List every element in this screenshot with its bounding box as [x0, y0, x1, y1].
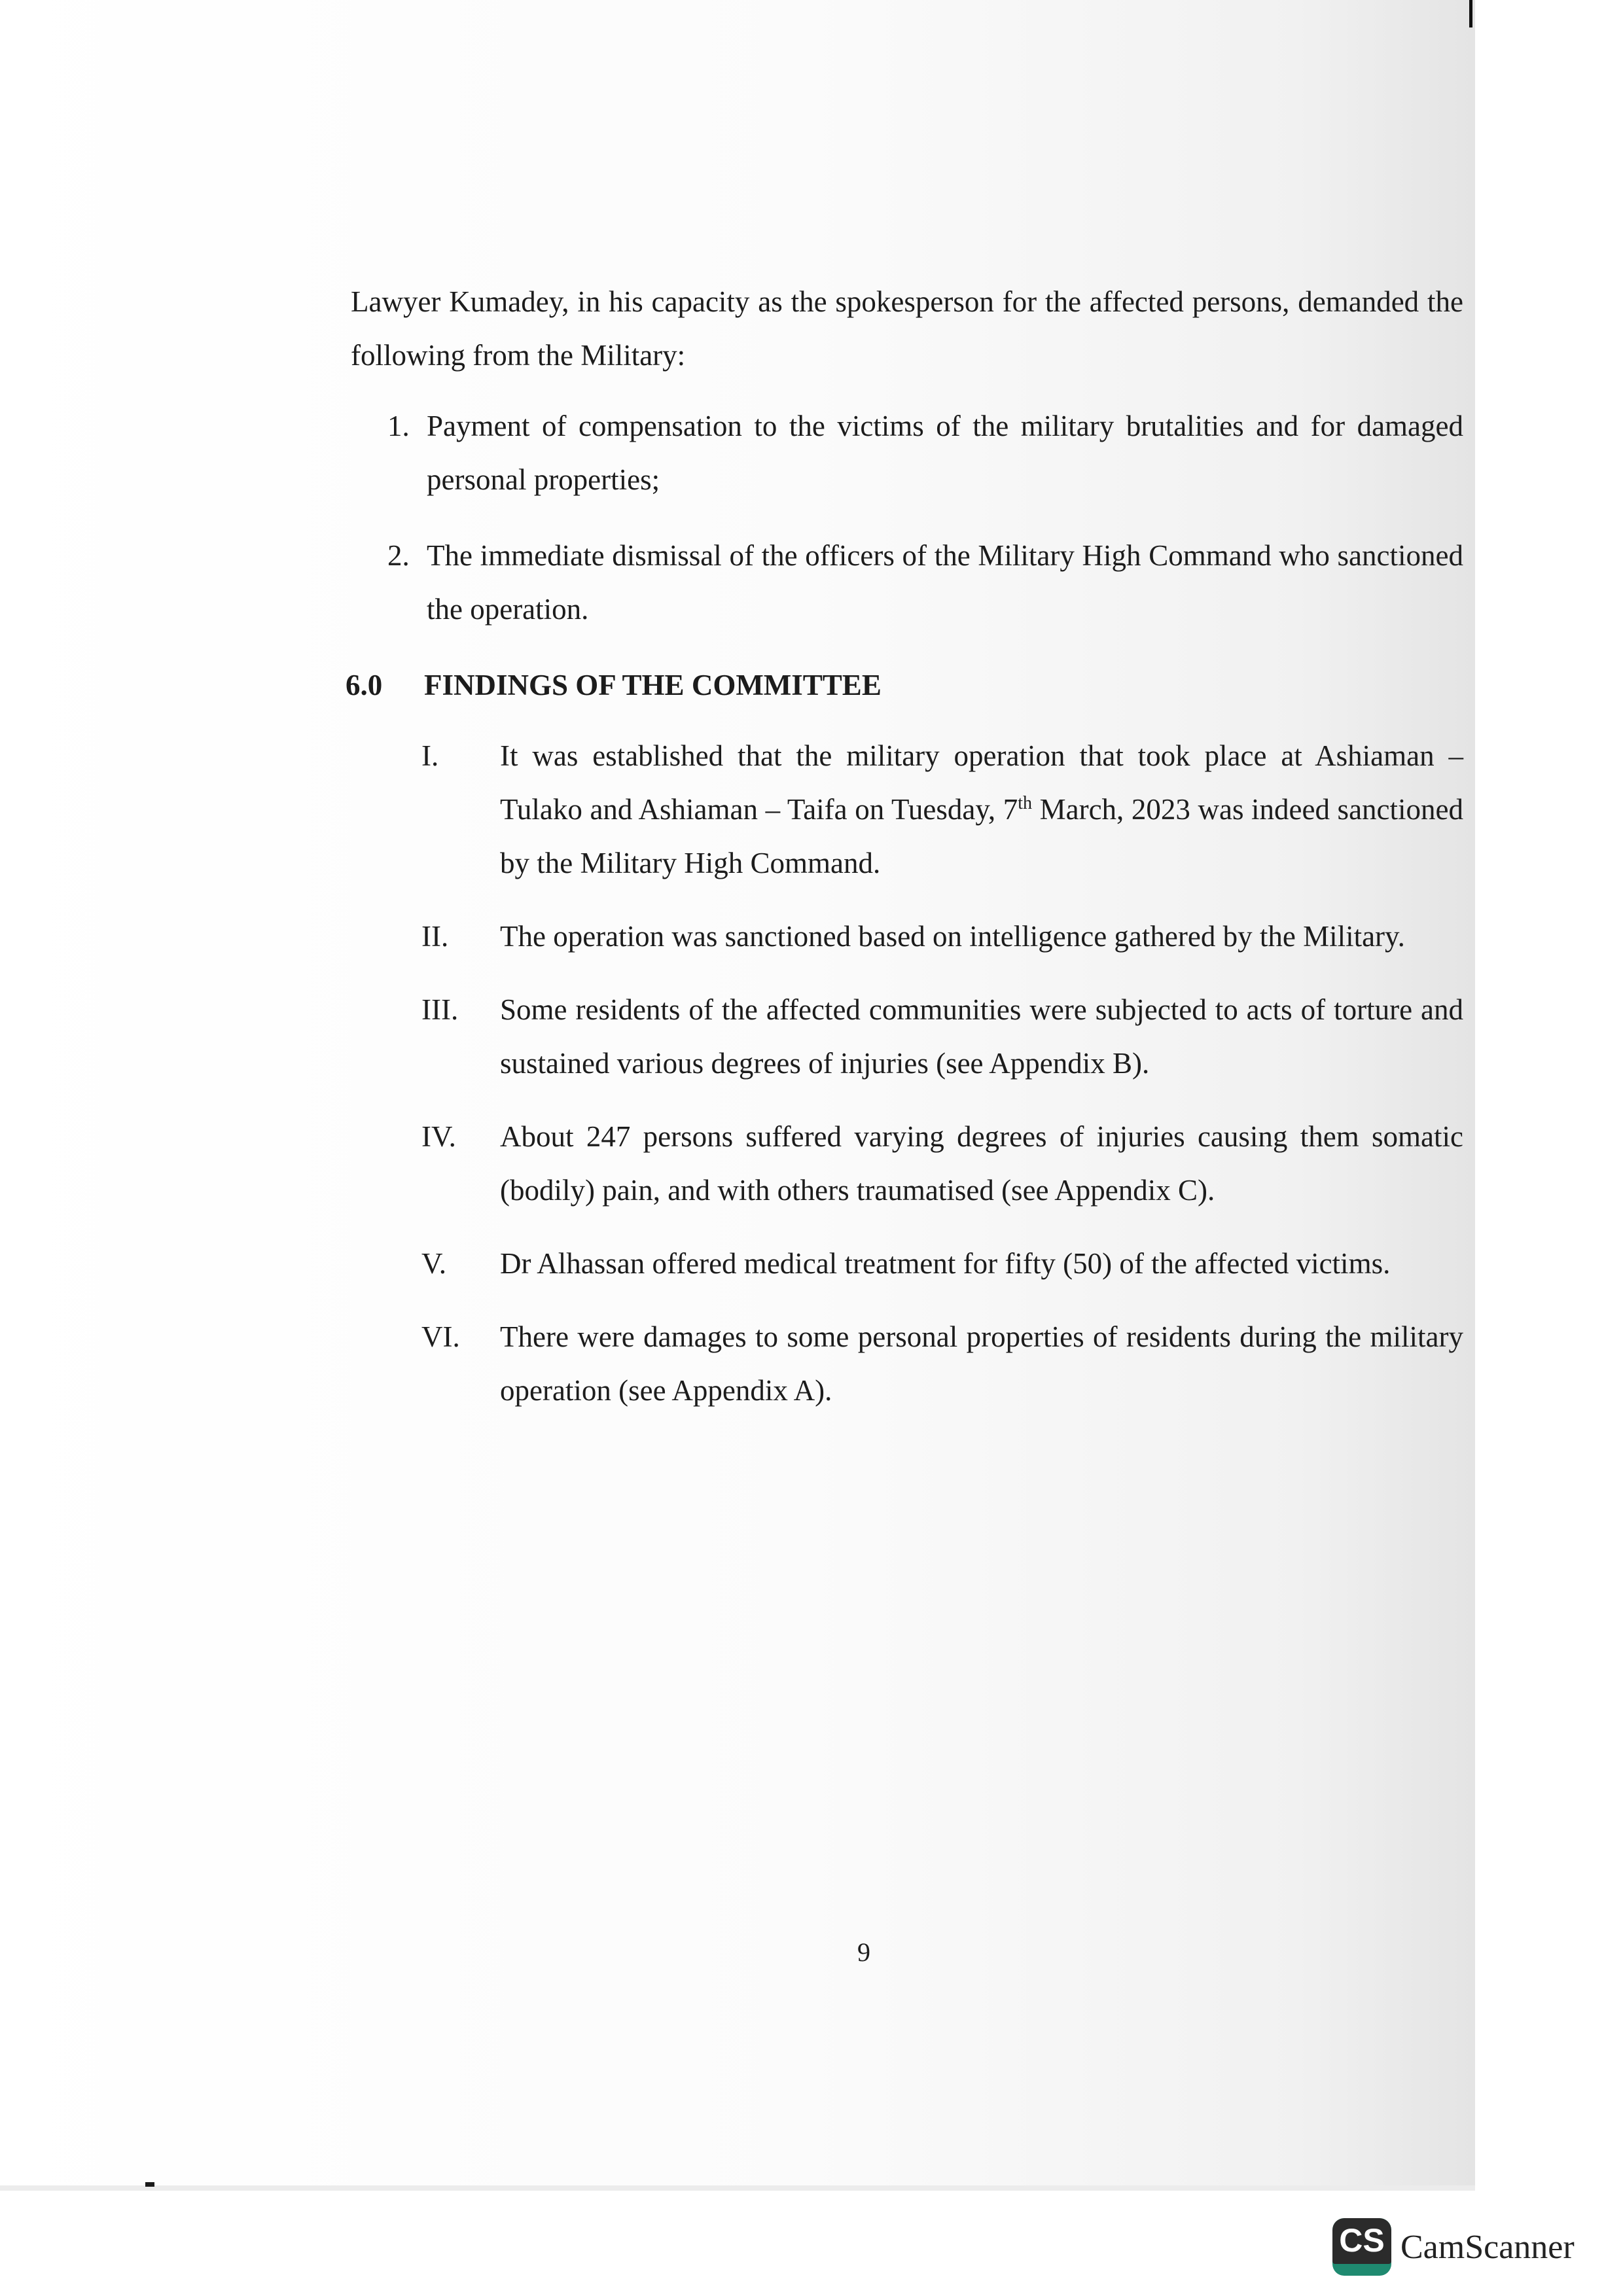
finding-item: [351, 983, 1463, 1090]
scan-background: [1475, 0, 1623, 2185]
finding-text-part: It was established that the military operation that took place at Ashiaman – Tulako and Ashiaman – Taifa on Tuesday, 7: [500, 739, 1463, 826]
finding-item: [351, 1110, 1463, 1217]
camscanner-logo-text: CS: [1339, 2222, 1385, 2259]
camscanner-watermark: [1332, 2218, 1575, 2276]
finding-text: [500, 729, 1463, 890]
finding-item: [351, 1310, 1463, 1417]
section-number: 6.0: [346, 669, 383, 701]
finding-number: V.: [421, 1247, 446, 1280]
finding-number: II.: [421, 920, 449, 953]
finding-number: I.: [421, 739, 439, 772]
demand-number: 1.: [387, 410, 410, 442]
ordinal-suffix: th: [1018, 793, 1033, 813]
finding-number: III.: [421, 993, 459, 1026]
finding-number: IV.: [421, 1120, 456, 1153]
demand-number: 2.: [387, 539, 410, 572]
findings-list: [351, 729, 1463, 1417]
intro-paragraph: Lawyer Kumadey, in his capacity as the spokesperson for the affected persons, demanded the following from the Military:: [351, 285, 1463, 372]
section-heading: [346, 658, 1463, 712]
demands-list: [351, 399, 1463, 636]
page-bottom-edge: [0, 2185, 1475, 2191]
demand-text: The immediate dismissal of the officers of the Military High Command who sanctioned the operation.: [427, 539, 1463, 626]
finding-item: [351, 729, 1463, 890]
demand-text: Payment of compensation to the victims of the military brutalities and for damaged personal properties;: [427, 410, 1463, 496]
finding-text: The operation was sanctioned based on intelligence gathered by the Military.: [500, 920, 1405, 953]
camscanner-logo-icon: [1332, 2218, 1391, 2276]
finding-item: [351, 910, 1463, 963]
camscanner-name: CamScanner: [1400, 2228, 1575, 2266]
finding-text: Dr Alhassan offered medical treatment for fifty (50) of the affected victims.: [500, 1247, 1391, 1280]
finding-text-part: March, 2023 was indeed sanctioned by the Military High Command.: [500, 793, 1463, 879]
section-title: FINDINGS OF THE COMMITTEE: [424, 669, 882, 701]
page-number: 9: [857, 1937, 870, 1967]
demand-item: [351, 399, 1463, 506]
document-body: [346, 275, 1463, 1437]
scan-artifact-mark: [145, 2182, 154, 2187]
finding-item: [351, 1237, 1463, 1290]
finding-text: Some residents of the affected communities were subjected to acts of torture and sustained various degrees of injuries (see Appendix B).: [500, 993, 1463, 1080]
demand-item: [351, 529, 1463, 636]
finding-number: VI.: [421, 1320, 460, 1353]
finding-text: There were damages to some personal properties of residents during the military operation (see Appendix A).: [500, 1320, 1463, 1407]
finding-text: About 247 persons suffered varying degrees of injuries causing them somatic (bodily) pain, and with others traumatised (see Appendix C).: [500, 1120, 1463, 1207]
page-edge-mark: [1469, 0, 1472, 27]
